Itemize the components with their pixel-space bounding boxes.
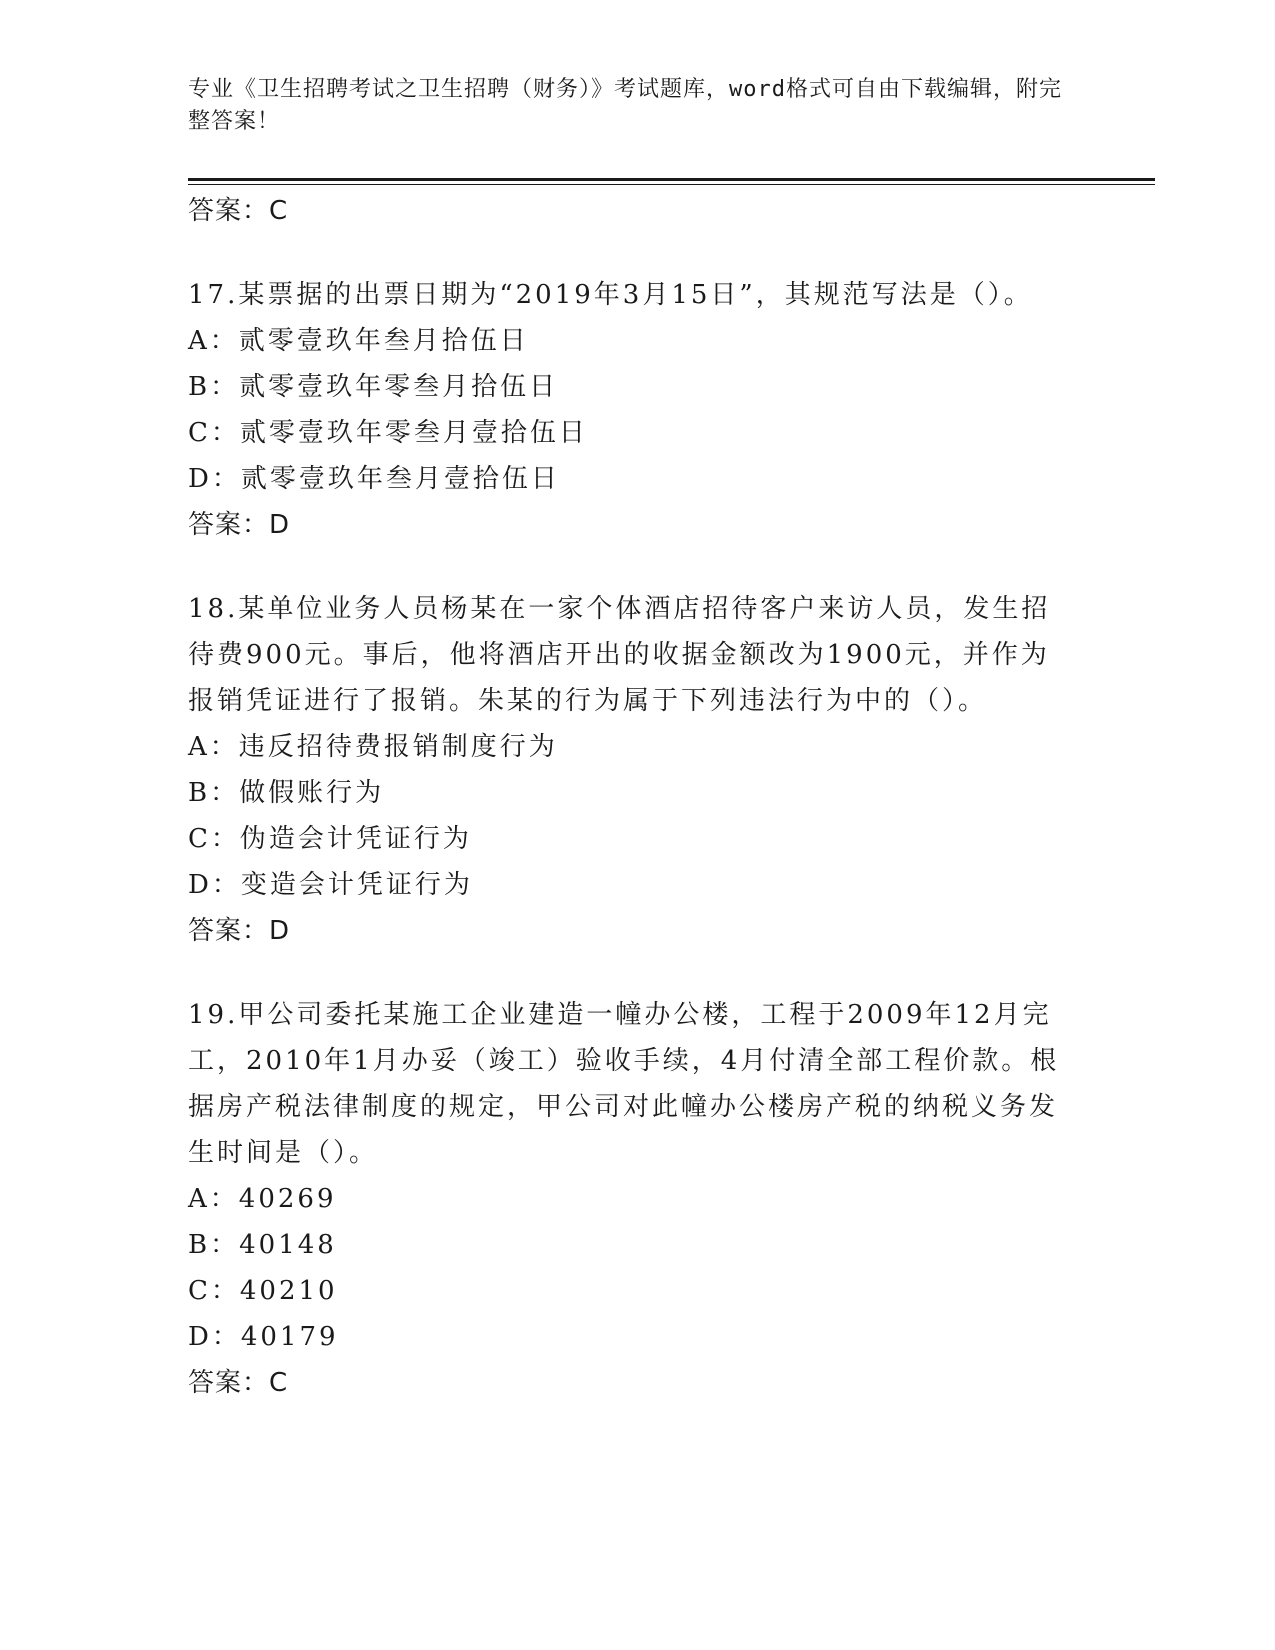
answer-line (188, 502, 1078, 548)
question-item (188, 272, 1078, 548)
answer-value: C (269, 1368, 289, 1398)
answer-label: 答案： (188, 196, 270, 226)
answer-line (188, 908, 1078, 954)
question-text: 18.某单位业务人员杨某在一家个体酒店招待客户来访人员，发生招待费900元。事后，他将酒店开出的收据金额改为1900元，并作为报销凭证进行了报销。朱某的行为属于下列违法行为中的（）。 (188, 594, 1051, 716)
option-c: C：伪造会计凭证行为 (188, 824, 472, 854)
answer-label: 答案： (188, 1368, 270, 1398)
option-d: D：40179 (188, 1322, 339, 1352)
option-c: C：40210 (188, 1276, 338, 1306)
answer-value: D (269, 510, 291, 540)
question-item (188, 586, 1078, 954)
answer-value: D (269, 916, 291, 946)
option-b: B：做假账行为 (188, 778, 385, 808)
option-d: D：变造会计凭证行为 (188, 870, 473, 900)
header-divider-thick (188, 178, 1155, 181)
answer-value: C (269, 196, 289, 226)
question-text: 17.某票据的出票日期为“2019年3月15日”，其规范写法是（）。 (188, 280, 1033, 310)
answer-line (188, 188, 1078, 234)
option-c: C：贰零壹玖年零叁月壹拾伍日 (188, 418, 588, 448)
option-b: B：贰零壹玖年零叁月拾伍日 (188, 372, 559, 402)
option-a: A：违反招待费报销制度行为 (188, 732, 558, 762)
answer-line (188, 1360, 1078, 1406)
question-text: 19.甲公司委托某施工企业建造一幢办公楼，工程于2009年12月完工，2010年1月办妥（竣工）验收手续，4月付清全部工程价款。根据房产税法律制度的规定，甲公司对此幢办公楼房产税的纳税义务发生时间是（）。 (188, 1000, 1060, 1168)
option-a: A：贰零壹玖年叁月拾伍日 (188, 326, 529, 356)
option-d: D：贰零壹玖年叁月壹拾伍日 (188, 464, 560, 494)
document-header: 专业《卫生招聘考试之卫生招聘（财务）》考试题库，word格式可自由下载编辑，附完整答案！ (188, 77, 1062, 134)
question-list (188, 188, 1078, 1406)
answer-label: 答案： (188, 510, 270, 540)
option-a: A：40269 (188, 1184, 337, 1214)
answer-label: 答案： (188, 916, 270, 946)
header-divider-thin (188, 184, 1155, 185)
option-b: B：40148 (188, 1230, 337, 1260)
question-item (188, 992, 1078, 1406)
